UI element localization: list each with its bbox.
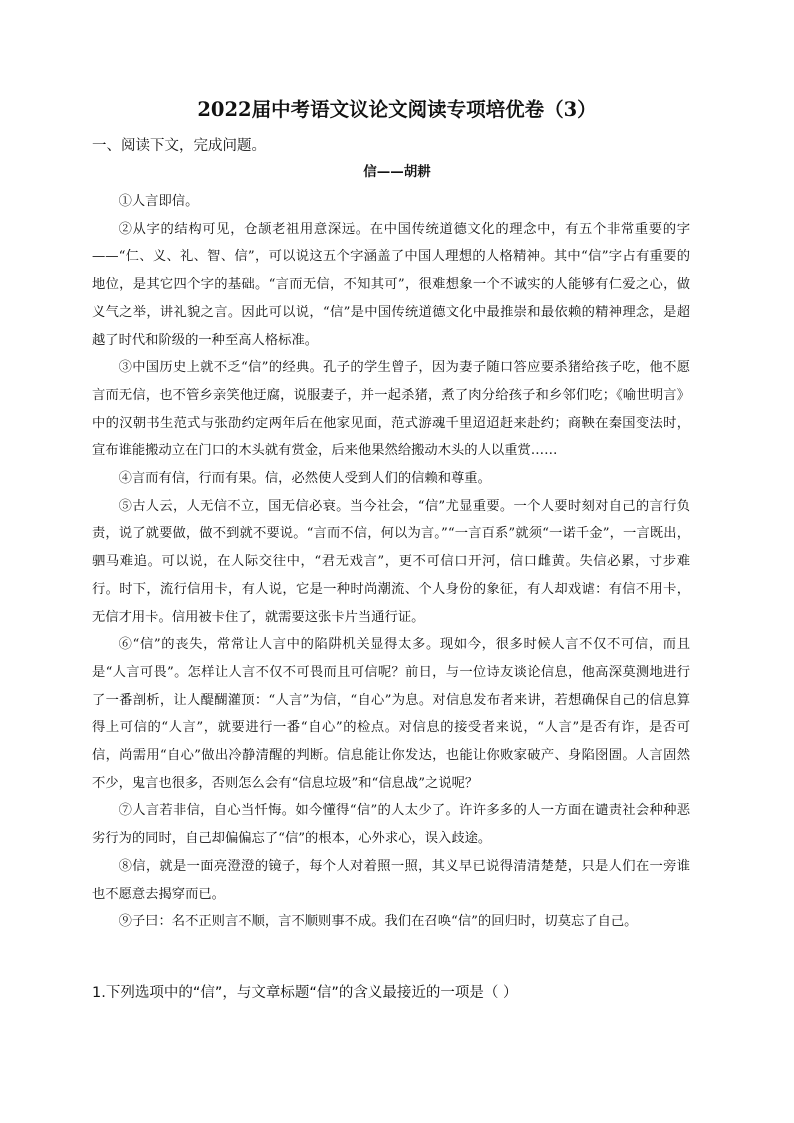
paragraph-8: ⑧信，就是一面亮澄澄的镜子，每个人对着照一照，其义早已说得清清楚楚，只是人们在一旁谁也不愿意去揭穿而已。 [92,858,690,902]
paragraph-5: ⑤古人云，人无信不立，国无信必衰。当今社会，“信”尤显重要。一个人要时刻对自己的言行负责，说了就要做，做不到就不要说。“言而不信，何以为言。”“一言百系”就须“一诺千金”，一言既出，驷马难追。可以说，在人际交往中，“君无戏言”，更不可信口开河，信口雌黄。失信必累，寸步难行。时下，流行信用卡，有人说，它是一种时尚潮流、个人身份的象征，有人却戏谑：有信不用卡，无信才用卡。信用被卡住了，就需要这张卡片当通行证。 [92,498,690,625]
article-body [92,188,690,936]
paragraph-4: ④言而有信，行而有果。信，必然使人受到人们的信赖和尊重。 [118,471,491,487]
paragraph-9: ⑨子曰：名不正则言不顺，言不顺则事不成。我们在召唤“信”的回归时，切莫忘了自己。 [118,914,638,930]
paragraph-2: ②从字的结构可见，仓颉老祖用意深远。在中国传统道德文化的理念中，有五个非常重要的字——“仁、义、礼、智、信”，可以说这五个字涵盖了中国人理想的人格精神。其中“信”字占有重要的地位，是其它四个字的基础。“言而无信，不知其可”，很难想象一个不诚实的人能够有仁爱之心，做义气之举，讲礼貌之言。因此可以说，“信”是中国传统道德文化中最推崇和最依赖的精神理念，是超越了时代和阶级的一种至高人格标准。 [92,221,690,348]
paragraph-6: ⑥“信”的丧失，常常让人言中的陷阱机关显得太多。现如今，很多时候人言不仅不可信，而且是“人言可畏”。怎样让人言不仅不可畏而且可信呢？前日，与一位诗友谈论信息，他高深莫测地进行了一番剖析，让人醍醐灌顶：“人言”为信，“自心”为息。对信息发布者来讲，若想确保自己的信息算得上可信的“人言”，就要进行一番“自心”的检点。对信息的接受者来说，“人言”是否有诈，是否可信，尚需用“自心”做出冷静清醒的判断。信息能让你发达，也能让你败家破产、身陷囹圄。人言固然不少，鬼言也很多，否则怎么会有“信息垃圾”和“信息战”之说呢？ [92,637,690,791]
article-title: 信——胡耕 [363,164,431,180]
document-title: 2022届中考语文议论文阅读专项培优卷（3） [197,98,597,121]
section-heading: 一、阅读下文，完成问题。 [92,138,266,154]
paragraph-7: ⑦人言若非信，自心当忏悔。如今懂得“信”的人太少了。许许多多的人一方面在谴责社会种种恶劣行为的同时，自己却偏偏忘了“信”的根本，心外求心，误入歧途。 [92,803,690,847]
paragraph-1: ①人言即信。 [118,194,199,209]
question-1: 1.下列选项中的“信”，与文章标题“信”的含义最接近的一项是（ ） [92,985,518,1001]
paragraph-3: ③中国历史上就不乏“信”的经典。孔子的学生曾子，因为妻子随口答应要杀猪给孩子吃，他不愿言而无信，也不管乡亲笑他迂腐，说服妻子，并一起杀猪，煮了肉分给孩子和乡邻们吃；《喻世明言》中的汉朝书生范式与张劭约定两年后在他家见面，范式游魂千里迢迢赶来赴约；商鞅在秦国变法时，宣布谁能搬动立在门口的木头就有赏金，后来他果然给搬动木头的人以重赏…… [92,360,690,459]
